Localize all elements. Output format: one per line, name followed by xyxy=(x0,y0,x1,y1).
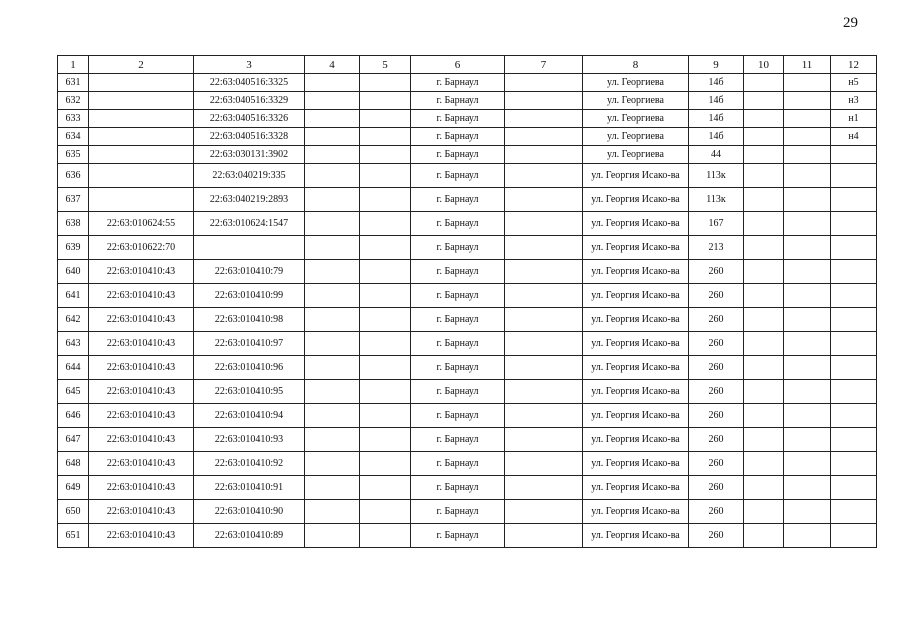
city-cell: г. Барнаул xyxy=(411,404,505,428)
col-10-cell xyxy=(744,188,784,212)
table-body xyxy=(58,74,877,548)
registry-table xyxy=(57,55,877,548)
table-row xyxy=(58,74,877,92)
col-4-cell xyxy=(305,92,360,110)
col-10-cell xyxy=(744,332,784,356)
parcel-number-cell: 22:63:010410:43 xyxy=(89,524,194,548)
col-10-cell xyxy=(744,236,784,260)
street-cell: ул. Георгия Исако-ва xyxy=(583,452,689,476)
col-7-cell xyxy=(505,404,583,428)
table-row xyxy=(58,284,877,308)
column-header: 6 xyxy=(411,56,505,74)
col-4-cell xyxy=(305,146,360,164)
header-row xyxy=(58,56,877,74)
col-5-cell xyxy=(360,356,411,380)
street-cell: ул. Георгия Исако-ва xyxy=(583,260,689,284)
city-cell: г. Барнаул xyxy=(411,524,505,548)
row-number-cell: 636 xyxy=(58,164,89,188)
city-cell: г. Барнаул xyxy=(411,188,505,212)
col-7-cell xyxy=(505,188,583,212)
column-header: 9 xyxy=(689,56,744,74)
parcel-number-cell: 22:63:010410:43 xyxy=(89,476,194,500)
row-number-cell: 641 xyxy=(58,284,89,308)
house-number-cell: 260 xyxy=(689,380,744,404)
col-4-cell xyxy=(305,188,360,212)
city-cell: г. Барнаул xyxy=(411,380,505,404)
col-7-cell xyxy=(505,74,583,92)
col-11-cell xyxy=(784,92,831,110)
col-5-cell xyxy=(360,128,411,146)
col-7-cell xyxy=(505,332,583,356)
row-number-cell: 647 xyxy=(58,428,89,452)
col-11-cell xyxy=(784,110,831,128)
parcel-number-cell: 22:63:010410:43 xyxy=(89,284,194,308)
col-7-cell xyxy=(505,92,583,110)
col-10-cell xyxy=(744,74,784,92)
col-5-cell xyxy=(360,164,411,188)
city-cell: г. Барнаул xyxy=(411,308,505,332)
parcel-number-cell: 22:63:010410:43 xyxy=(89,404,194,428)
col-10-cell xyxy=(744,212,784,236)
row-number-cell: 637 xyxy=(58,188,89,212)
premise-number-cell xyxy=(831,236,877,260)
col-11-cell xyxy=(784,380,831,404)
premise-number-cell xyxy=(831,308,877,332)
building-number-cell: 22:63:010410:90 xyxy=(194,500,305,524)
street-cell: ул. Георгия Исако-ва xyxy=(583,380,689,404)
street-cell: ул. Георгиева xyxy=(583,74,689,92)
table-row xyxy=(58,236,877,260)
parcel-number-cell: 22:63:010410:43 xyxy=(89,452,194,476)
col-7-cell xyxy=(505,236,583,260)
col-5-cell xyxy=(360,284,411,308)
col-11-cell xyxy=(784,404,831,428)
table-row xyxy=(58,476,877,500)
house-number-cell: 260 xyxy=(689,500,744,524)
city-cell: г. Барнаул xyxy=(411,164,505,188)
col-5-cell xyxy=(360,146,411,164)
building-number-cell: 22:63:040516:3325 xyxy=(194,74,305,92)
table-row xyxy=(58,260,877,284)
parcel-number-cell xyxy=(89,146,194,164)
col-10-cell xyxy=(744,92,784,110)
premise-number-cell xyxy=(831,500,877,524)
page-number: 29 xyxy=(843,15,858,31)
col-4-cell xyxy=(305,164,360,188)
city-cell: г. Барнаул xyxy=(411,428,505,452)
house-number-cell: 260 xyxy=(689,404,744,428)
street-cell: ул. Георгия Исако-ва xyxy=(583,524,689,548)
premise-number-cell xyxy=(831,428,877,452)
col-11-cell xyxy=(784,428,831,452)
parcel-number-cell xyxy=(89,164,194,188)
building-number-cell: 22:63:030131:3902 xyxy=(194,146,305,164)
premise-number-cell xyxy=(831,332,877,356)
building-number-cell: 22:63:040219:2893 xyxy=(194,188,305,212)
parcel-number-cell: 22:63:010410:43 xyxy=(89,380,194,404)
house-number-cell: 260 xyxy=(689,356,744,380)
house-number-cell: 213 xyxy=(689,236,744,260)
column-header: 5 xyxy=(360,56,411,74)
col-11-cell xyxy=(784,74,831,92)
col-4-cell xyxy=(305,356,360,380)
house-number-cell: 167 xyxy=(689,212,744,236)
column-header: 2 xyxy=(89,56,194,74)
parcel-number-cell: 22:63:010624:55 xyxy=(89,212,194,236)
column-header: 10 xyxy=(744,56,784,74)
row-number-cell: 632 xyxy=(58,92,89,110)
street-cell: ул. Георгия Исако-ва xyxy=(583,356,689,380)
premise-number-cell: н1 xyxy=(831,110,877,128)
house-number-cell: 260 xyxy=(689,524,744,548)
column-header: 1 xyxy=(58,56,89,74)
col-11-cell xyxy=(784,188,831,212)
col-4-cell xyxy=(305,284,360,308)
premise-number-cell xyxy=(831,188,877,212)
building-number-cell: 22:63:010410:91 xyxy=(194,476,305,500)
city-cell: г. Барнаул xyxy=(411,92,505,110)
parcel-number-cell: 22:63:010410:43 xyxy=(89,332,194,356)
col-11-cell xyxy=(784,452,831,476)
col-4-cell xyxy=(305,380,360,404)
row-number-cell: 635 xyxy=(58,146,89,164)
col-5-cell xyxy=(360,380,411,404)
col-5-cell xyxy=(360,212,411,236)
house-number-cell: 260 xyxy=(689,284,744,308)
col-4-cell xyxy=(305,524,360,548)
table-row xyxy=(58,332,877,356)
table-row xyxy=(58,356,877,380)
street-cell: ул. Георгия Исако-ва xyxy=(583,164,689,188)
col-10-cell xyxy=(744,260,784,284)
parcel-number-cell xyxy=(89,128,194,146)
col-4-cell xyxy=(305,110,360,128)
col-5-cell xyxy=(360,452,411,476)
col-5-cell xyxy=(360,428,411,452)
col-10-cell xyxy=(744,356,784,380)
house-number-cell: 113к xyxy=(689,164,744,188)
street-cell: ул. Георгия Исако-ва xyxy=(583,212,689,236)
table-row xyxy=(58,404,877,428)
col-4-cell xyxy=(305,212,360,236)
table-row xyxy=(58,452,877,476)
row-number-cell: 651 xyxy=(58,524,89,548)
col-5-cell xyxy=(360,404,411,428)
city-cell: г. Барнаул xyxy=(411,146,505,164)
parcel-number-cell xyxy=(89,92,194,110)
row-number-cell: 649 xyxy=(58,476,89,500)
col-7-cell xyxy=(505,428,583,452)
street-cell: ул. Георгиева xyxy=(583,110,689,128)
street-cell: ул. Георгия Исако-ва xyxy=(583,188,689,212)
premise-number-cell xyxy=(831,476,877,500)
parcel-number-cell: 22:63:010410:43 xyxy=(89,260,194,284)
premise-number-cell xyxy=(831,404,877,428)
premise-number-cell xyxy=(831,284,877,308)
city-cell: г. Барнаул xyxy=(411,260,505,284)
row-number-cell: 646 xyxy=(58,404,89,428)
col-5-cell xyxy=(360,332,411,356)
parcel-number-cell: 22:63:010622:70 xyxy=(89,236,194,260)
premise-number-cell xyxy=(831,524,877,548)
col-11-cell xyxy=(784,236,831,260)
col-7-cell xyxy=(505,212,583,236)
street-cell: ул. Георгиева xyxy=(583,128,689,146)
house-number-cell: 14б xyxy=(689,128,744,146)
city-cell: г. Барнаул xyxy=(411,332,505,356)
table-row xyxy=(58,128,877,146)
row-number-cell: 631 xyxy=(58,74,89,92)
premise-number-cell xyxy=(831,146,877,164)
col-5-cell xyxy=(360,500,411,524)
city-cell: г. Барнаул xyxy=(411,476,505,500)
col-5-cell xyxy=(360,476,411,500)
col-4-cell xyxy=(305,500,360,524)
col-5-cell xyxy=(360,74,411,92)
col-11-cell xyxy=(784,332,831,356)
col-7-cell xyxy=(505,500,583,524)
house-number-cell: 260 xyxy=(689,308,744,332)
house-number-cell: 14б xyxy=(689,74,744,92)
col-7-cell xyxy=(505,476,583,500)
house-number-cell: 260 xyxy=(689,428,744,452)
col-10-cell xyxy=(744,380,784,404)
house-number-cell: 44 xyxy=(689,146,744,164)
parcel-number-cell: 22:63:010410:43 xyxy=(89,500,194,524)
col-4-cell xyxy=(305,260,360,284)
street-cell: ул. Георгия Исако-ва xyxy=(583,284,689,308)
building-number-cell: 22:63:010410:97 xyxy=(194,332,305,356)
col-7-cell xyxy=(505,356,583,380)
row-number-cell: 640 xyxy=(58,260,89,284)
house-number-cell: 260 xyxy=(689,476,744,500)
street-cell: ул. Георгия Исако-ва xyxy=(583,500,689,524)
col-10-cell xyxy=(744,128,784,146)
col-5-cell xyxy=(360,92,411,110)
building-number-cell: 22:63:010410:79 xyxy=(194,260,305,284)
row-number-cell: 645 xyxy=(58,380,89,404)
table-row xyxy=(58,92,877,110)
house-number-cell: 260 xyxy=(689,452,744,476)
table-row xyxy=(58,164,877,188)
building-number-cell: 22:63:040516:3326 xyxy=(194,110,305,128)
parcel-number-cell xyxy=(89,110,194,128)
col-5-cell xyxy=(360,188,411,212)
col-7-cell xyxy=(505,164,583,188)
parcel-number-cell xyxy=(89,188,194,212)
row-number-cell: 633 xyxy=(58,110,89,128)
building-number-cell: 22:63:040516:3329 xyxy=(194,92,305,110)
column-header: 4 xyxy=(305,56,360,74)
col-4-cell xyxy=(305,74,360,92)
col-10-cell xyxy=(744,164,784,188)
table-row xyxy=(58,500,877,524)
premise-number-cell xyxy=(831,212,877,236)
building-number-cell: 22:63:010410:93 xyxy=(194,428,305,452)
col-10-cell xyxy=(744,476,784,500)
table-row xyxy=(58,308,877,332)
col-7-cell xyxy=(505,308,583,332)
city-cell: г. Барнаул xyxy=(411,236,505,260)
street-cell: ул. Георгия Исако-ва xyxy=(583,404,689,428)
col-4-cell xyxy=(305,128,360,146)
table-row xyxy=(58,212,877,236)
col-11-cell xyxy=(784,308,831,332)
col-5-cell xyxy=(360,308,411,332)
col-5-cell xyxy=(360,236,411,260)
house-number-cell: 113к xyxy=(689,188,744,212)
street-cell: ул. Георгия Исако-ва xyxy=(583,476,689,500)
col-10-cell xyxy=(744,284,784,308)
premise-number-cell xyxy=(831,380,877,404)
parcel-number-cell: 22:63:010410:43 xyxy=(89,308,194,332)
city-cell: г. Барнаул xyxy=(411,74,505,92)
building-number-cell: 22:63:010624:1547 xyxy=(194,212,305,236)
column-header: 8 xyxy=(583,56,689,74)
col-7-cell xyxy=(505,380,583,404)
col-5-cell xyxy=(360,524,411,548)
row-number-cell: 648 xyxy=(58,452,89,476)
table-row xyxy=(58,110,877,128)
premise-number-cell: н5 xyxy=(831,74,877,92)
street-cell: ул. Георгия Исако-ва xyxy=(583,428,689,452)
street-cell: ул. Георгия Исако-ва xyxy=(583,236,689,260)
column-header: 11 xyxy=(784,56,831,74)
col-11-cell xyxy=(784,164,831,188)
col-4-cell xyxy=(305,236,360,260)
building-number-cell: 22:63:010410:98 xyxy=(194,308,305,332)
col-11-cell xyxy=(784,500,831,524)
table-row xyxy=(58,428,877,452)
col-10-cell xyxy=(744,110,784,128)
building-number-cell: 22:63:040516:3328 xyxy=(194,128,305,146)
row-number-cell: 643 xyxy=(58,332,89,356)
house-number-cell: 14б xyxy=(689,110,744,128)
street-cell: ул. Георгиева xyxy=(583,92,689,110)
building-number-cell: 22:63:040219:335 xyxy=(194,164,305,188)
column-header: 7 xyxy=(505,56,583,74)
col-11-cell xyxy=(784,260,831,284)
row-number-cell: 650 xyxy=(58,500,89,524)
col-11-cell xyxy=(784,128,831,146)
premise-number-cell xyxy=(831,260,877,284)
column-header: 3 xyxy=(194,56,305,74)
col-10-cell xyxy=(744,524,784,548)
col-11-cell xyxy=(784,476,831,500)
street-cell: ул. Георгия Исако-ва xyxy=(583,308,689,332)
city-cell: г. Барнаул xyxy=(411,128,505,146)
premise-number-cell xyxy=(831,452,877,476)
parcel-number-cell xyxy=(89,74,194,92)
col-7-cell xyxy=(505,128,583,146)
premise-number-cell: н3 xyxy=(831,92,877,110)
col-4-cell xyxy=(305,452,360,476)
house-number-cell: 260 xyxy=(689,332,744,356)
premise-number-cell: н4 xyxy=(831,128,877,146)
column-header: 12 xyxy=(831,56,877,74)
street-cell: ул. Георгиева xyxy=(583,146,689,164)
row-number-cell: 638 xyxy=(58,212,89,236)
col-7-cell xyxy=(505,146,583,164)
col-7-cell xyxy=(505,284,583,308)
parcel-number-cell: 22:63:010410:43 xyxy=(89,428,194,452)
building-number-cell: 22:63:010410:89 xyxy=(194,524,305,548)
col-5-cell xyxy=(360,260,411,284)
col-4-cell xyxy=(305,308,360,332)
col-11-cell xyxy=(784,146,831,164)
col-10-cell xyxy=(744,308,784,332)
building-number-cell: 22:63:010410:94 xyxy=(194,404,305,428)
parcel-number-cell: 22:63:010410:43 xyxy=(89,356,194,380)
row-number-cell: 642 xyxy=(58,308,89,332)
city-cell: г. Барнаул xyxy=(411,110,505,128)
city-cell: г. Барнаул xyxy=(411,500,505,524)
col-7-cell xyxy=(505,110,583,128)
col-10-cell xyxy=(744,146,784,164)
col-4-cell xyxy=(305,428,360,452)
col-4-cell xyxy=(305,404,360,428)
col-11-cell xyxy=(784,356,831,380)
city-cell: г. Барнаул xyxy=(411,212,505,236)
col-7-cell xyxy=(505,452,583,476)
city-cell: г. Барнаул xyxy=(411,284,505,308)
col-11-cell xyxy=(784,212,831,236)
building-number-cell: 22:63:010410:96 xyxy=(194,356,305,380)
building-number-cell xyxy=(194,236,305,260)
col-7-cell xyxy=(505,260,583,284)
col-7-cell xyxy=(505,524,583,548)
building-number-cell: 22:63:010410:92 xyxy=(194,452,305,476)
col-4-cell xyxy=(305,476,360,500)
table-row xyxy=(58,380,877,404)
street-cell: ул. Георгия Исако-ва xyxy=(583,332,689,356)
row-number-cell: 639 xyxy=(58,236,89,260)
col-11-cell xyxy=(784,284,831,308)
table-row xyxy=(58,524,877,548)
col-5-cell xyxy=(360,110,411,128)
table-row xyxy=(58,188,877,212)
premise-number-cell xyxy=(831,164,877,188)
col-10-cell xyxy=(744,500,784,524)
building-number-cell: 22:63:010410:99 xyxy=(194,284,305,308)
col-4-cell xyxy=(305,332,360,356)
col-11-cell xyxy=(784,524,831,548)
building-number-cell: 22:63:010410:95 xyxy=(194,380,305,404)
col-10-cell xyxy=(744,452,784,476)
city-cell: г. Барнаул xyxy=(411,356,505,380)
table-row xyxy=(58,146,877,164)
row-number-cell: 644 xyxy=(58,356,89,380)
premise-number-cell xyxy=(831,356,877,380)
house-number-cell: 260 xyxy=(689,260,744,284)
col-10-cell xyxy=(744,404,784,428)
city-cell: г. Барнаул xyxy=(411,452,505,476)
col-10-cell xyxy=(744,428,784,452)
row-number-cell: 634 xyxy=(58,128,89,146)
house-number-cell: 14б xyxy=(689,92,744,110)
